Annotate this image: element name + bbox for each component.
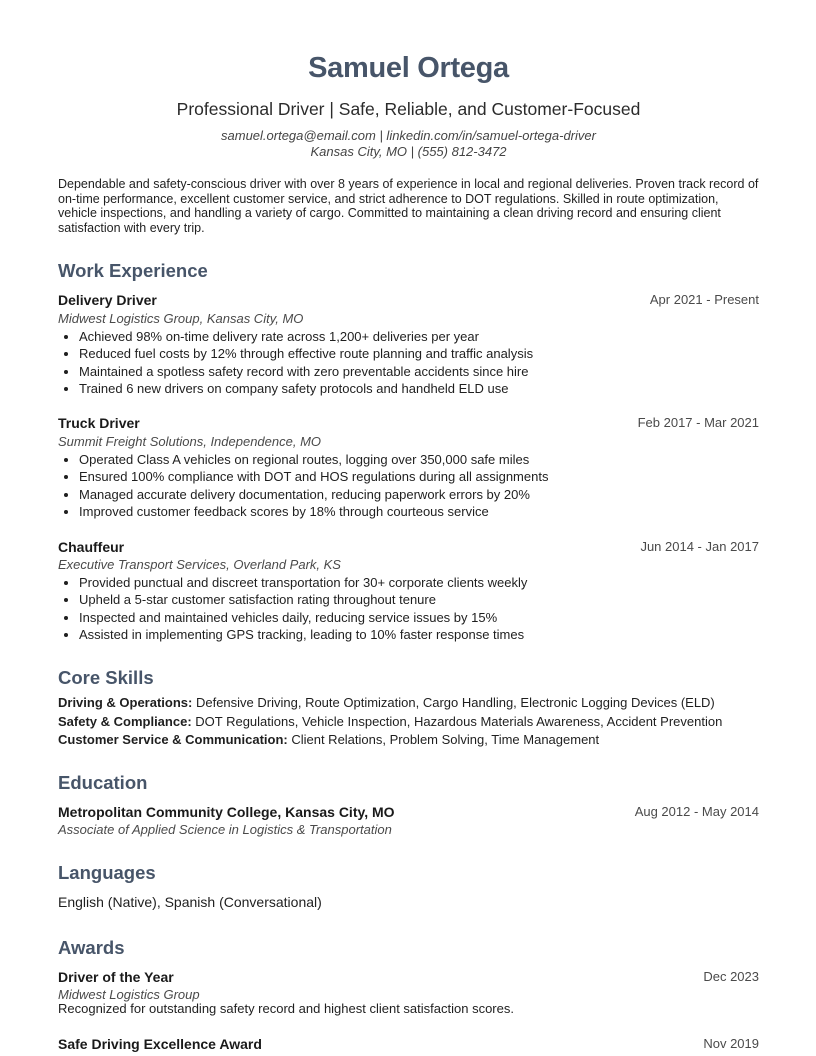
job-bullet: • Improved customer feedback scores by 18% through courteous service — [79, 503, 548, 520]
job-organization: Executive Transport Services, Overland Park, KS — [58, 557, 341, 572]
skill-values: Defensive Driving, Route Optimization, Cargo Handling, Electronic Logging Devices (ELD) — [192, 695, 715, 710]
award-date: Nov 2019 — [703, 1036, 759, 1051]
skill-line — [58, 714, 722, 729]
job-bullet: • Provided punctual and discreet transportation for 30+ corporate clients weekly — [79, 574, 527, 591]
job-organization: Midwest Logistics Group, Kansas City, MO — [58, 311, 304, 326]
skill-line — [58, 695, 715, 710]
job-bullets — [58, 451, 548, 521]
job-bullet: • Assisted in implementing GPS tracking, leading to 10% faster response times — [79, 626, 527, 643]
contact-line-email-linkedin: samuel.ortega@email.com | linkedin.com/in/samuel-ortega-driver — [221, 128, 596, 143]
job-bullet: • Maintained a spotless safety record with zero preventable accidents since hire — [79, 363, 533, 380]
education-header — [58, 804, 759, 822]
award-date: Dec 2023 — [703, 969, 759, 984]
job-bullet: • Trained 6 new drivers on company safety protocols and handheld ELD use — [79, 380, 533, 397]
skill-line — [58, 732, 599, 747]
job-bullets — [58, 328, 533, 398]
job-bullet: • Operated Class A vehicles on regional routes, logging over 350,000 safe miles — [79, 451, 548, 468]
job-bullet: • Achieved 98% on-time delivery rate across 1,200+ deliveries per year — [79, 328, 533, 345]
award-title: Safe Driving Excellence Award — [58, 1036, 262, 1052]
skill-category: Customer Service & Communication: — [58, 732, 288, 747]
award-header — [58, 1036, 759, 1054]
job-bullets — [58, 574, 527, 644]
job-organization: Summit Freight Solutions, Independence, MO — [58, 434, 322, 449]
job-dates: Apr 2021 - Present — [649, 292, 759, 307]
skill-category: Safety & Compliance: — [58, 714, 192, 729]
job-dates: Jun 2014 - Jan 2017 — [640, 539, 759, 554]
skill-category: Driving & Operations: — [58, 695, 193, 710]
education-dates: Aug 2012 - May 2014 — [634, 804, 759, 819]
job-header — [58, 415, 759, 433]
job-bullet: • Upheld a 5-star customer satisfaction rating throughout tenure — [79, 591, 527, 608]
professional-summary: Dependable and safety-conscious driver with over 8 years of experience in local and regional deliveries. Proven track record of on-time performance, excellent customer service, and strict adherence to DOT regulations. Skilled in route optimization, vehicle inspections, and handling a variety of cargo. Committed to maintaining a clean driving record and ensuring client satisfaction with every trip. — [58, 177, 759, 235]
award-organization: Midwest Logistics Group — [58, 987, 200, 1002]
job-bullet: • Inspected and maintained vehicles daily, reducing service issues by 15% — [79, 609, 527, 626]
job-title: Chauffeur — [58, 539, 125, 555]
education-school: Metropolitan Community College, Kansas City, MO — [58, 804, 395, 820]
award-description: Recognized for outstanding safety record and highest client satisfaction scores. — [58, 1001, 514, 1016]
job-title: Truck Driver — [58, 415, 140, 431]
section-title-education: Education — [58, 772, 148, 793]
job-bullet: • Managed accurate delivery documentation, reducing paperwork errors by 20% — [79, 486, 548, 503]
job-bullet: • Ensured 100% compliance with DOT and HOS regulations during all assignments — [79, 468, 548, 485]
skill-values: Client Relations, Problem Solving, Time Management — [287, 732, 600, 747]
candidate-name: Samuel Ortega — [308, 52, 509, 84]
section-title-work-experience: Work Experience — [58, 260, 208, 281]
job-bullet: • Reduced fuel costs by 12% through effective route planning and traffic analysis — [79, 345, 533, 362]
job-header — [58, 539, 759, 557]
languages-list: English (Native), Spanish (Conversational) — [58, 894, 322, 910]
section-title-languages: Languages — [58, 862, 156, 883]
candidate-tagline: Professional Driver | Safe, Reliable, and Customer-Focused — [176, 99, 641, 119]
skill-values: DOT Regulations, Vehicle Inspection, Hazardous Materials Awareness, Accident Prevention — [191, 714, 723, 729]
award-header — [58, 969, 759, 987]
job-header — [58, 292, 759, 310]
award-title: Driver of the Year — [58, 969, 174, 985]
section-title-awards: Awards — [58, 937, 125, 958]
job-title: Delivery Driver — [58, 292, 157, 308]
contact-line-location-phone: Kansas City, MO | (555) 812-3472 — [310, 144, 507, 159]
education-degree: Associate of Applied Science in Logistics & Transportation — [58, 822, 392, 837]
section-title-core-skills: Core Skills — [58, 667, 154, 688]
job-dates: Feb 2017 - Mar 2021 — [637, 415, 759, 430]
